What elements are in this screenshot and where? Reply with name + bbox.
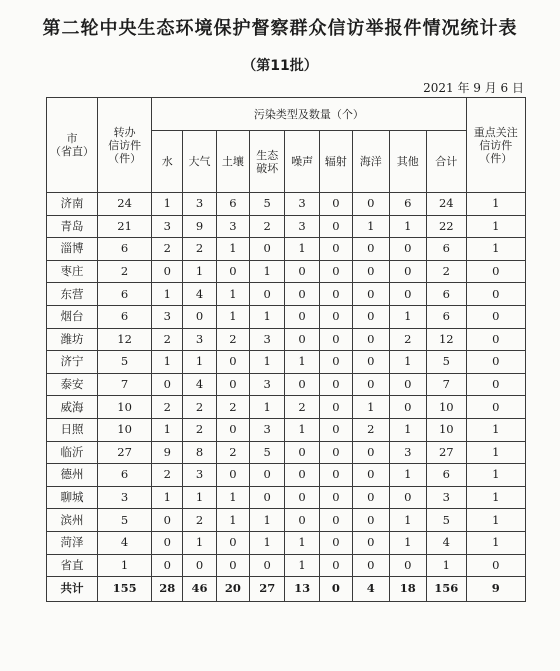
cell-subtotal: 12 — [426, 328, 466, 351]
report-date: 2021 年 9 月 6 日 — [423, 81, 524, 95]
cell-subtotal: 1 — [426, 554, 466, 577]
cell-soil: 1 — [216, 283, 249, 306]
cell-city: 淄博 — [47, 238, 98, 261]
header-other: 其他 — [389, 131, 426, 193]
cell-noise: 1 — [285, 554, 319, 577]
header-subtotal: 合计 — [426, 131, 466, 193]
table-row — [47, 283, 526, 306]
table-row — [47, 328, 526, 351]
header-soil: 土壤 — [216, 131, 249, 193]
cell-focus: 0 — [466, 351, 525, 374]
cell-focus: 1 — [466, 531, 525, 554]
cell-city: 济宁 — [47, 351, 98, 374]
cell-other: 1 — [389, 351, 426, 374]
cell-eco: 5 — [250, 441, 285, 464]
cell-other: 2 — [389, 328, 426, 351]
cell-transferred: 1 — [98, 554, 152, 577]
cell-focus: 0 — [466, 305, 525, 328]
cell-soil: 6 — [216, 193, 249, 216]
cell-water: 1 — [152, 486, 183, 509]
cell-transferred: 2 — [98, 260, 152, 283]
cell-radiation: 0 — [319, 193, 352, 216]
cell-water: 1 — [152, 193, 183, 216]
cell-city: 菏泽 — [47, 531, 98, 554]
header-eco-damage: 生态 破坏 — [250, 131, 285, 193]
header-focus: 重点关注 信访件 （件） — [466, 98, 525, 193]
cell-eco: 1 — [250, 305, 285, 328]
cell-focus: 0 — [466, 283, 525, 306]
cell-city: 泰安 — [47, 373, 98, 396]
cell-subtotal: 6 — [426, 464, 466, 487]
report-title: 第二轮中央生态环境保护督察群众信访举报件情况统计表 — [42, 18, 518, 39]
cell-air: 3 — [183, 328, 216, 351]
statistics-table — [46, 97, 526, 602]
cell-radiation: 0 — [319, 305, 352, 328]
batch-subtitle: （第11批） — [242, 58, 318, 74]
cell-ocean: 4 — [353, 577, 389, 602]
cell-other: 1 — [389, 464, 426, 487]
cell-soil: 0 — [216, 464, 249, 487]
cell-other: 0 — [389, 260, 426, 283]
cell-soil: 2 — [216, 328, 249, 351]
cell-air: 1 — [183, 260, 216, 283]
cell-eco: 3 — [250, 418, 285, 441]
cell-other: 0 — [389, 554, 426, 577]
total-row — [47, 577, 526, 602]
cell-ocean: 0 — [353, 351, 389, 374]
cell-noise: 0 — [285, 328, 319, 351]
cell-subtotal: 22 — [426, 215, 466, 238]
cell-water: 1 — [152, 418, 183, 441]
cell-soil: 0 — [216, 260, 249, 283]
cell-city: 共计 — [47, 577, 98, 602]
cell-focus: 1 — [466, 215, 525, 238]
cell-water: 3 — [152, 305, 183, 328]
cell-focus: 0 — [466, 396, 525, 419]
table-row — [47, 373, 526, 396]
cell-focus: 1 — [466, 486, 525, 509]
table-row — [47, 351, 526, 374]
cell-water: 2 — [152, 464, 183, 487]
cell-focus: 0 — [466, 328, 525, 351]
cell-noise: 1 — [285, 418, 319, 441]
cell-transferred: 6 — [98, 305, 152, 328]
cell-noise: 0 — [285, 509, 319, 532]
cell-ocean: 0 — [353, 509, 389, 532]
cell-other: 1 — [389, 215, 426, 238]
cell-water: 3 — [152, 215, 183, 238]
header-transferred: 转办 信访件 （件） — [98, 98, 152, 193]
cell-city: 潍坊 — [47, 328, 98, 351]
cell-air: 0 — [183, 554, 216, 577]
cell-subtotal: 6 — [426, 283, 466, 306]
cell-eco: 0 — [250, 283, 285, 306]
cell-soil: 20 — [216, 577, 249, 602]
cell-noise: 0 — [285, 464, 319, 487]
cell-water: 0 — [152, 531, 183, 554]
cell-ocean: 0 — [353, 305, 389, 328]
table-row — [47, 238, 526, 261]
cell-ocean: 0 — [353, 238, 389, 261]
cell-city: 滨州 — [47, 509, 98, 532]
cell-noise: 0 — [285, 260, 319, 283]
table-row — [47, 441, 526, 464]
cell-transferred: 10 — [98, 396, 152, 419]
cell-noise: 0 — [285, 283, 319, 306]
cell-soil: 0 — [216, 531, 249, 554]
cell-noise: 1 — [285, 531, 319, 554]
cell-soil: 0 — [216, 554, 249, 577]
cell-focus: 0 — [466, 373, 525, 396]
cell-air: 4 — [183, 283, 216, 306]
header-radiation: 辐射 — [319, 131, 352, 193]
cell-soil: 0 — [216, 351, 249, 374]
cell-air: 8 — [183, 441, 216, 464]
cell-air: 2 — [183, 509, 216, 532]
cell-ocean: 0 — [353, 373, 389, 396]
cell-other: 0 — [389, 486, 426, 509]
table-row — [47, 215, 526, 238]
cell-noise: 2 — [285, 396, 319, 419]
table-row — [47, 509, 526, 532]
cell-water: 2 — [152, 328, 183, 351]
cell-soil: 1 — [216, 238, 249, 261]
cell-focus: 1 — [466, 418, 525, 441]
cell-eco: 3 — [250, 328, 285, 351]
header-air: 大气 — [183, 131, 216, 193]
cell-subtotal: 5 — [426, 509, 466, 532]
cell-eco: 3 — [250, 373, 285, 396]
cell-radiation: 0 — [319, 215, 352, 238]
cell-eco: 2 — [250, 215, 285, 238]
cell-noise: 3 — [285, 193, 319, 216]
cell-soil: 0 — [216, 418, 249, 441]
cell-transferred: 5 — [98, 509, 152, 532]
table-body — [47, 193, 526, 602]
cell-transferred: 21 — [98, 215, 152, 238]
cell-soil: 1 — [216, 305, 249, 328]
table-row — [47, 396, 526, 419]
cell-air: 9 — [183, 215, 216, 238]
cell-eco: 1 — [250, 260, 285, 283]
cell-ocean: 0 — [353, 193, 389, 216]
cell-other: 0 — [389, 373, 426, 396]
cell-focus: 9 — [466, 577, 525, 602]
cell-other: 1 — [389, 531, 426, 554]
cell-city: 聊城 — [47, 486, 98, 509]
cell-other: 1 — [389, 509, 426, 532]
cell-other: 1 — [389, 418, 426, 441]
cell-water: 0 — [152, 373, 183, 396]
cell-water: 0 — [152, 554, 183, 577]
cell-subtotal: 10 — [426, 418, 466, 441]
cell-other: 0 — [389, 396, 426, 419]
cell-air: 3 — [183, 464, 216, 487]
cell-city: 枣庄 — [47, 260, 98, 283]
cell-focus: 0 — [466, 554, 525, 577]
header-ocean: 海洋 — [353, 131, 389, 193]
cell-air: 1 — [183, 351, 216, 374]
table-row — [47, 260, 526, 283]
cell-eco: 5 — [250, 193, 285, 216]
header-pollution-group: 污染类型及数量（个） — [152, 98, 466, 131]
cell-air: 2 — [183, 418, 216, 441]
table-row — [47, 486, 526, 509]
cell-radiation: 0 — [319, 351, 352, 374]
cell-soil: 1 — [216, 509, 249, 532]
cell-subtotal: 10 — [426, 396, 466, 419]
cell-other: 1 — [389, 305, 426, 328]
cell-eco: 0 — [250, 486, 285, 509]
cell-water: 9 — [152, 441, 183, 464]
cell-other: 3 — [389, 441, 426, 464]
cell-radiation: 0 — [319, 441, 352, 464]
cell-transferred: 4 — [98, 531, 152, 554]
cell-subtotal: 7 — [426, 373, 466, 396]
cell-radiation: 0 — [319, 509, 352, 532]
cell-soil: 0 — [216, 373, 249, 396]
cell-radiation: 0 — [319, 486, 352, 509]
cell-focus: 1 — [466, 441, 525, 464]
cell-ocean: 1 — [353, 215, 389, 238]
cell-subtotal: 6 — [426, 305, 466, 328]
cell-air: 1 — [183, 486, 216, 509]
cell-transferred: 27 — [98, 441, 152, 464]
table-row — [47, 554, 526, 577]
cell-other: 18 — [389, 577, 426, 602]
cell-noise: 0 — [285, 486, 319, 509]
cell-transferred: 6 — [98, 283, 152, 306]
cell-city: 青岛 — [47, 215, 98, 238]
cell-noise: 0 — [285, 305, 319, 328]
cell-ocean: 0 — [353, 283, 389, 306]
cell-subtotal: 5 — [426, 351, 466, 374]
cell-city: 烟台 — [47, 305, 98, 328]
header-city: 市 （省直） — [47, 98, 98, 193]
cell-ocean: 0 — [353, 464, 389, 487]
cell-focus: 0 — [466, 260, 525, 283]
cell-focus: 1 — [466, 509, 525, 532]
cell-eco: 1 — [250, 531, 285, 554]
cell-eco: 1 — [250, 396, 285, 419]
cell-other: 0 — [389, 283, 426, 306]
cell-eco: 0 — [250, 554, 285, 577]
cell-transferred: 5 — [98, 351, 152, 374]
header-water: 水 — [152, 131, 183, 193]
cell-transferred: 10 — [98, 418, 152, 441]
cell-water: 0 — [152, 509, 183, 532]
cell-noise: 1 — [285, 238, 319, 261]
cell-ocean: 0 — [353, 441, 389, 464]
cell-transferred: 6 — [98, 238, 152, 261]
cell-soil: 1 — [216, 486, 249, 509]
cell-water: 2 — [152, 396, 183, 419]
cell-radiation: 0 — [319, 396, 352, 419]
cell-soil: 2 — [216, 396, 249, 419]
cell-ocean: 0 — [353, 486, 389, 509]
cell-transferred: 3 — [98, 486, 152, 509]
cell-city: 威海 — [47, 396, 98, 419]
cell-radiation: 0 — [319, 373, 352, 396]
cell-ocean: 0 — [353, 554, 389, 577]
cell-ocean: 1 — [353, 396, 389, 419]
cell-water: 28 — [152, 577, 183, 602]
cell-ocean: 0 — [353, 531, 389, 554]
cell-eco: 1 — [250, 509, 285, 532]
table-row — [47, 193, 526, 216]
cell-air: 0 — [183, 305, 216, 328]
cell-soil: 2 — [216, 441, 249, 464]
cell-air: 3 — [183, 193, 216, 216]
cell-city: 东营 — [47, 283, 98, 306]
cell-transferred: 12 — [98, 328, 152, 351]
cell-eco: 0 — [250, 464, 285, 487]
cell-noise: 3 — [285, 215, 319, 238]
cell-air: 2 — [183, 238, 216, 261]
cell-radiation: 0 — [319, 464, 352, 487]
cell-radiation: 0 — [319, 577, 352, 602]
cell-transferred: 155 — [98, 577, 152, 602]
cell-radiation: 0 — [319, 418, 352, 441]
cell-city: 德州 — [47, 464, 98, 487]
cell-air: 1 — [183, 531, 216, 554]
table-row — [47, 305, 526, 328]
cell-noise: 0 — [285, 373, 319, 396]
cell-subtotal: 156 — [426, 577, 466, 602]
cell-noise: 0 — [285, 441, 319, 464]
cell-transferred: 6 — [98, 464, 152, 487]
cell-radiation: 0 — [319, 283, 352, 306]
cell-ocean: 0 — [353, 328, 389, 351]
cell-radiation: 0 — [319, 554, 352, 577]
cell-city: 临沂 — [47, 441, 98, 464]
cell-subtotal: 4 — [426, 531, 466, 554]
cell-ocean: 2 — [353, 418, 389, 441]
cell-noise: 1 — [285, 351, 319, 374]
table-row — [47, 464, 526, 487]
cell-city: 济南 — [47, 193, 98, 216]
cell-radiation: 0 — [319, 328, 352, 351]
header-noise: 噪声 — [285, 131, 319, 193]
cell-focus: 1 — [466, 464, 525, 487]
cell-radiation: 0 — [319, 260, 352, 283]
cell-ocean: 0 — [353, 260, 389, 283]
cell-air: 4 — [183, 373, 216, 396]
cell-radiation: 0 — [319, 238, 352, 261]
cell-air: 2 — [183, 396, 216, 419]
cell-water: 1 — [152, 351, 183, 374]
cell-focus: 1 — [466, 238, 525, 261]
cell-other: 6 — [389, 193, 426, 216]
cell-city: 日照 — [47, 418, 98, 441]
cell-water: 1 — [152, 283, 183, 306]
cell-water: 0 — [152, 260, 183, 283]
cell-noise: 13 — [285, 577, 319, 602]
cell-transferred: 24 — [98, 193, 152, 216]
cell-city: 省直 — [47, 554, 98, 577]
table-row — [47, 531, 526, 554]
cell-other: 0 — [389, 238, 426, 261]
cell-water: 2 — [152, 238, 183, 261]
cell-eco: 1 — [250, 351, 285, 374]
cell-radiation: 0 — [319, 531, 352, 554]
cell-subtotal: 24 — [426, 193, 466, 216]
cell-subtotal: 3 — [426, 486, 466, 509]
cell-subtotal: 2 — [426, 260, 466, 283]
cell-focus: 1 — [466, 193, 525, 216]
cell-soil: 3 — [216, 215, 249, 238]
cell-subtotal: 6 — [426, 238, 466, 261]
cell-eco: 27 — [250, 577, 285, 602]
cell-eco: 0 — [250, 238, 285, 261]
table-row — [47, 418, 526, 441]
cell-transferred: 7 — [98, 373, 152, 396]
cell-subtotal: 27 — [426, 441, 466, 464]
cell-air: 46 — [183, 577, 216, 602]
